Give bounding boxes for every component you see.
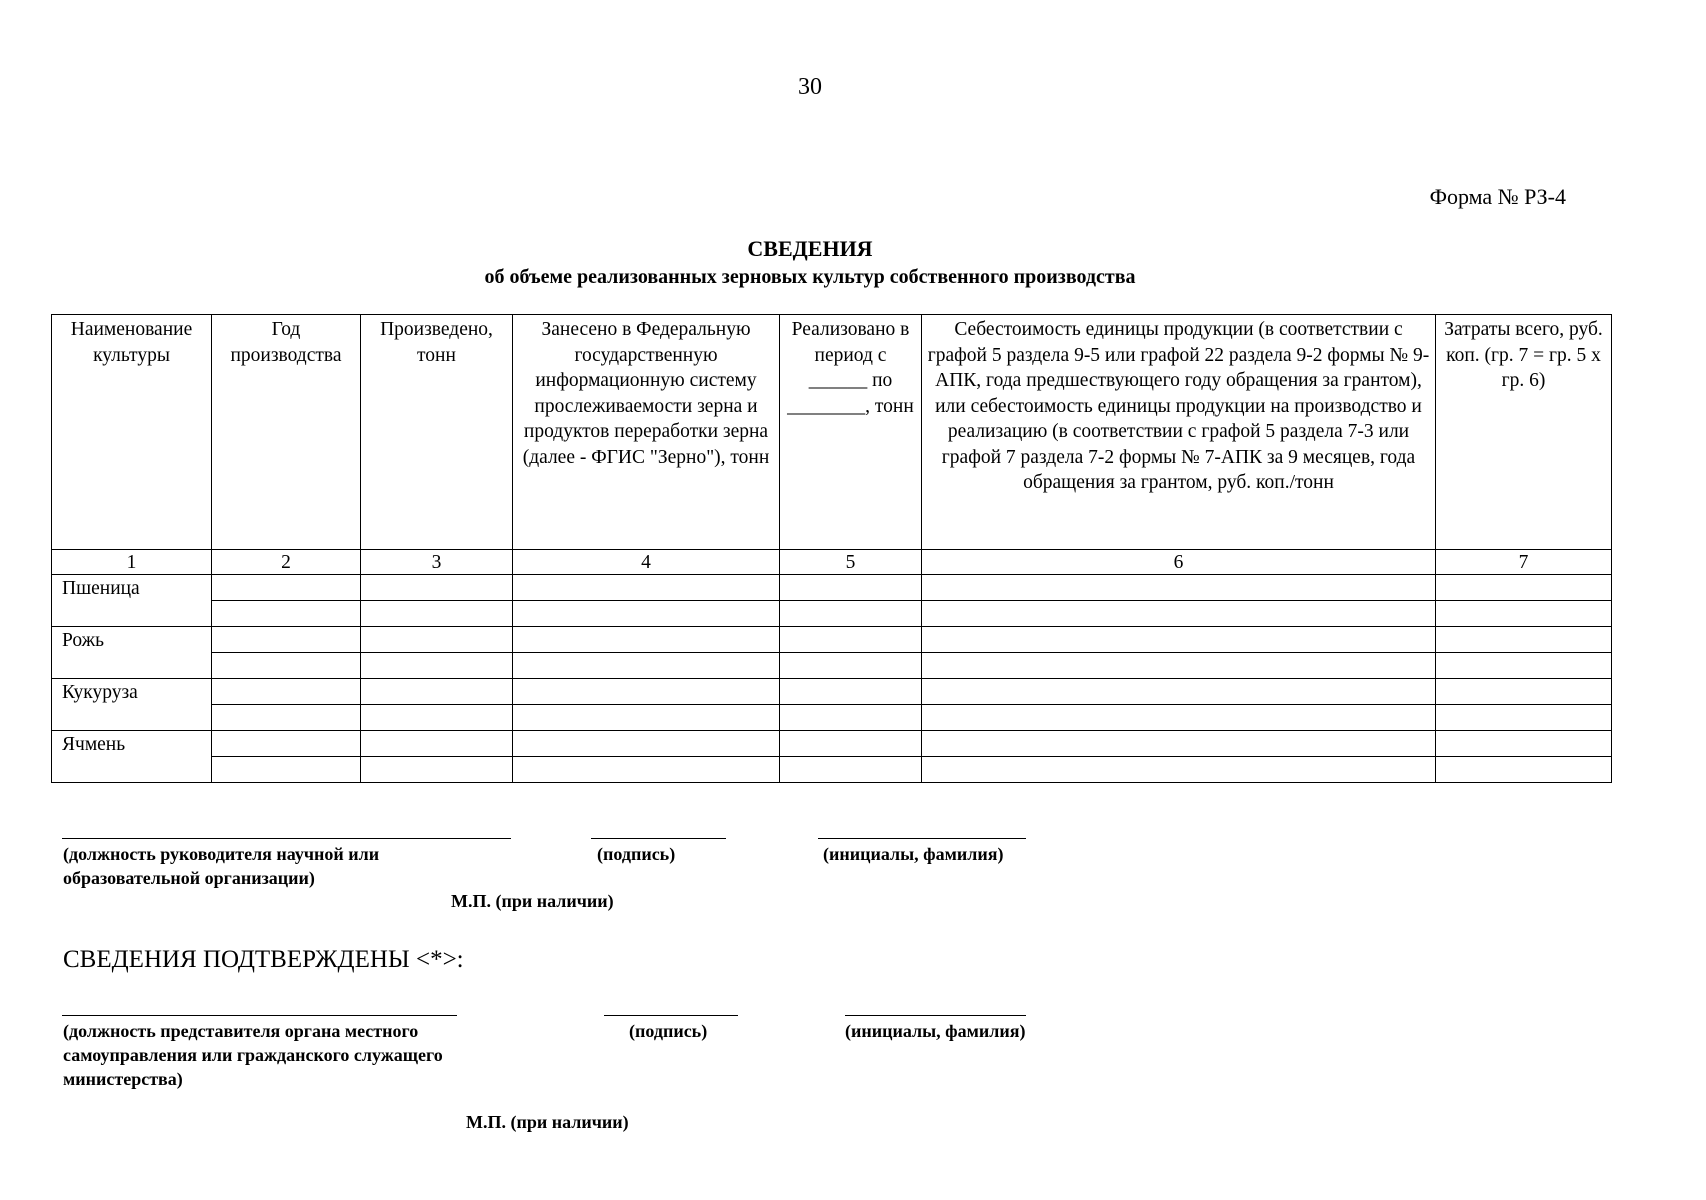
- table-row: [52, 757, 1612, 783]
- stamp-note: М.П. (при наличии): [451, 891, 614, 911]
- column-number: 7: [1436, 550, 1612, 575]
- official-position-signature-line[interactable]: [62, 1015, 457, 1016]
- table-cell[interactable]: [513, 705, 780, 731]
- table-cell[interactable]: [1436, 705, 1612, 731]
- table-cell[interactable]: [780, 653, 922, 679]
- table-cell[interactable]: [361, 705, 513, 731]
- table-row: [52, 601, 1612, 627]
- table-cell[interactable]: [361, 757, 513, 783]
- column-number: 1: [52, 550, 212, 575]
- table-cell[interactable]: [922, 679, 1436, 705]
- table-cell[interactable]: [780, 679, 922, 705]
- table-cell[interactable]: [513, 575, 780, 601]
- table-cell[interactable]: [513, 757, 780, 783]
- table-cell[interactable]: [922, 627, 1436, 653]
- table-cell[interactable]: [513, 627, 780, 653]
- table-cell[interactable]: [1436, 601, 1612, 627]
- table-cell[interactable]: [922, 575, 1436, 601]
- table-cell[interactable]: [212, 705, 361, 731]
- table-cell[interactable]: [1436, 731, 1612, 757]
- official-stamp-note: М.П. (при наличии): [466, 1112, 629, 1132]
- crop-name-cell: Ячмень: [52, 731, 212, 783]
- crop-name-cell: Кукуруза: [52, 679, 212, 731]
- column-number-row: [52, 550, 1612, 575]
- table-cell[interactable]: [922, 653, 1436, 679]
- header-unit-cost: Себестоимость единицы продукции (в соответствии с графой 5 раздела 9-5 или графой 22 раздела 9-2 формы № 9-АПК, года предшествующего году обращения за грантом), или себестоимость единицы продукции на производство и реализацию (в соответствии с графой 5 раздела 7-3 или графой 7 раздела 7-2 формы № 7-АПК за 9 месяцев, года обращения за грантом, руб. коп./тонн: [922, 315, 1436, 550]
- signature-line[interactable]: [591, 838, 726, 839]
- crop-name-cell: Пшеница: [52, 575, 212, 627]
- table-cell[interactable]: [780, 627, 922, 653]
- table-cell[interactable]: [212, 627, 361, 653]
- table-cell[interactable]: [513, 601, 780, 627]
- official-name-caption: (инициалы, фамилия): [845, 1021, 1026, 1041]
- table-row: [52, 705, 1612, 731]
- name-signature-line[interactable]: [818, 838, 1026, 839]
- table-cell[interactable]: [513, 653, 780, 679]
- table-cell[interactable]: [922, 601, 1436, 627]
- table-cell[interactable]: [780, 705, 922, 731]
- table-cell[interactable]: [212, 757, 361, 783]
- header-sold-period: Реализовано в период с ______ по ________, тонн: [780, 315, 922, 550]
- official-signature-line[interactable]: [604, 1015, 738, 1016]
- form-number: Форма № РЗ-4: [1429, 184, 1566, 209]
- grain-sales-table: [51, 314, 1612, 783]
- table-cell[interactable]: [361, 627, 513, 653]
- table-cell[interactable]: [780, 575, 922, 601]
- table-cell[interactable]: [361, 679, 513, 705]
- table-row: [52, 731, 1612, 757]
- signature-caption: (подпись): [597, 844, 676, 864]
- table-cell[interactable]: [361, 575, 513, 601]
- table-cell[interactable]: [212, 601, 361, 627]
- table-cell[interactable]: [780, 757, 922, 783]
- table-cell[interactable]: [513, 679, 780, 705]
- name-caption: (инициалы, фамилия): [823, 844, 1004, 864]
- table-cell[interactable]: [780, 601, 922, 627]
- official-signature-caption: (подпись): [629, 1021, 708, 1041]
- header-row: [52, 315, 1612, 550]
- table-cell[interactable]: [361, 731, 513, 757]
- header-total-costs: Затраты всего, руб. коп. (гр. 7 = гр. 5 x гр. 6): [1436, 315, 1612, 550]
- table-cell[interactable]: [922, 757, 1436, 783]
- table-cell[interactable]: [922, 705, 1436, 731]
- table-cell[interactable]: [1436, 679, 1612, 705]
- header-produced-tons: Произведено, тонн: [361, 315, 513, 550]
- table-cell[interactable]: [1436, 757, 1612, 783]
- official-name-signature-line[interactable]: [845, 1015, 1026, 1016]
- table-cell[interactable]: [1436, 575, 1612, 601]
- column-number: 3: [361, 550, 513, 575]
- table-cell[interactable]: [361, 653, 513, 679]
- table-cell[interactable]: [513, 731, 780, 757]
- confirmed-heading: СВЕДЕНИЯ ПОДТВЕРЖДЕНЫ <*>:: [63, 946, 464, 973]
- table-cell[interactable]: [212, 575, 361, 601]
- position-caption: (должность руководителя научной или образовательной организации): [63, 844, 380, 888]
- table-row: [52, 679, 1612, 705]
- header-fgis-registered: Занесено в Федеральную государственную информационную систему прослеживаемости зерна и продуктов переработки зерна (далее - ФГИС "Зерно"), тонн: [513, 315, 780, 550]
- column-number: 2: [212, 550, 361, 575]
- table-cell[interactable]: [1436, 627, 1612, 653]
- document-title: СВЕДЕНИЯ: [747, 236, 873, 261]
- header-crop-name: Наименование культуры: [52, 315, 212, 550]
- table-row: [52, 653, 1612, 679]
- official-position-caption: (должность представителя органа местного самоуправления или гражданского служащего министерства): [63, 1021, 443, 1089]
- table-cell[interactable]: [922, 731, 1436, 757]
- position-signature-line[interactable]: [62, 838, 511, 839]
- crop-name-cell: Рожь: [52, 627, 212, 679]
- page-number: 30: [798, 74, 822, 100]
- document-subtitle: об объеме реализованных зерновых культур собственного производства: [484, 266, 1136, 288]
- column-number: 5: [780, 550, 922, 575]
- column-number: 4: [513, 550, 780, 575]
- table-cell[interactable]: [361, 601, 513, 627]
- table-cell[interactable]: [212, 679, 361, 705]
- table-cell[interactable]: [212, 731, 361, 757]
- table-cell[interactable]: [212, 653, 361, 679]
- table-row: [52, 575, 1612, 601]
- column-number: 6: [922, 550, 1436, 575]
- table-row: [52, 627, 1612, 653]
- header-production-year: Год производства: [212, 315, 361, 550]
- table-cell[interactable]: [780, 731, 922, 757]
- table-cell[interactable]: [1436, 653, 1612, 679]
